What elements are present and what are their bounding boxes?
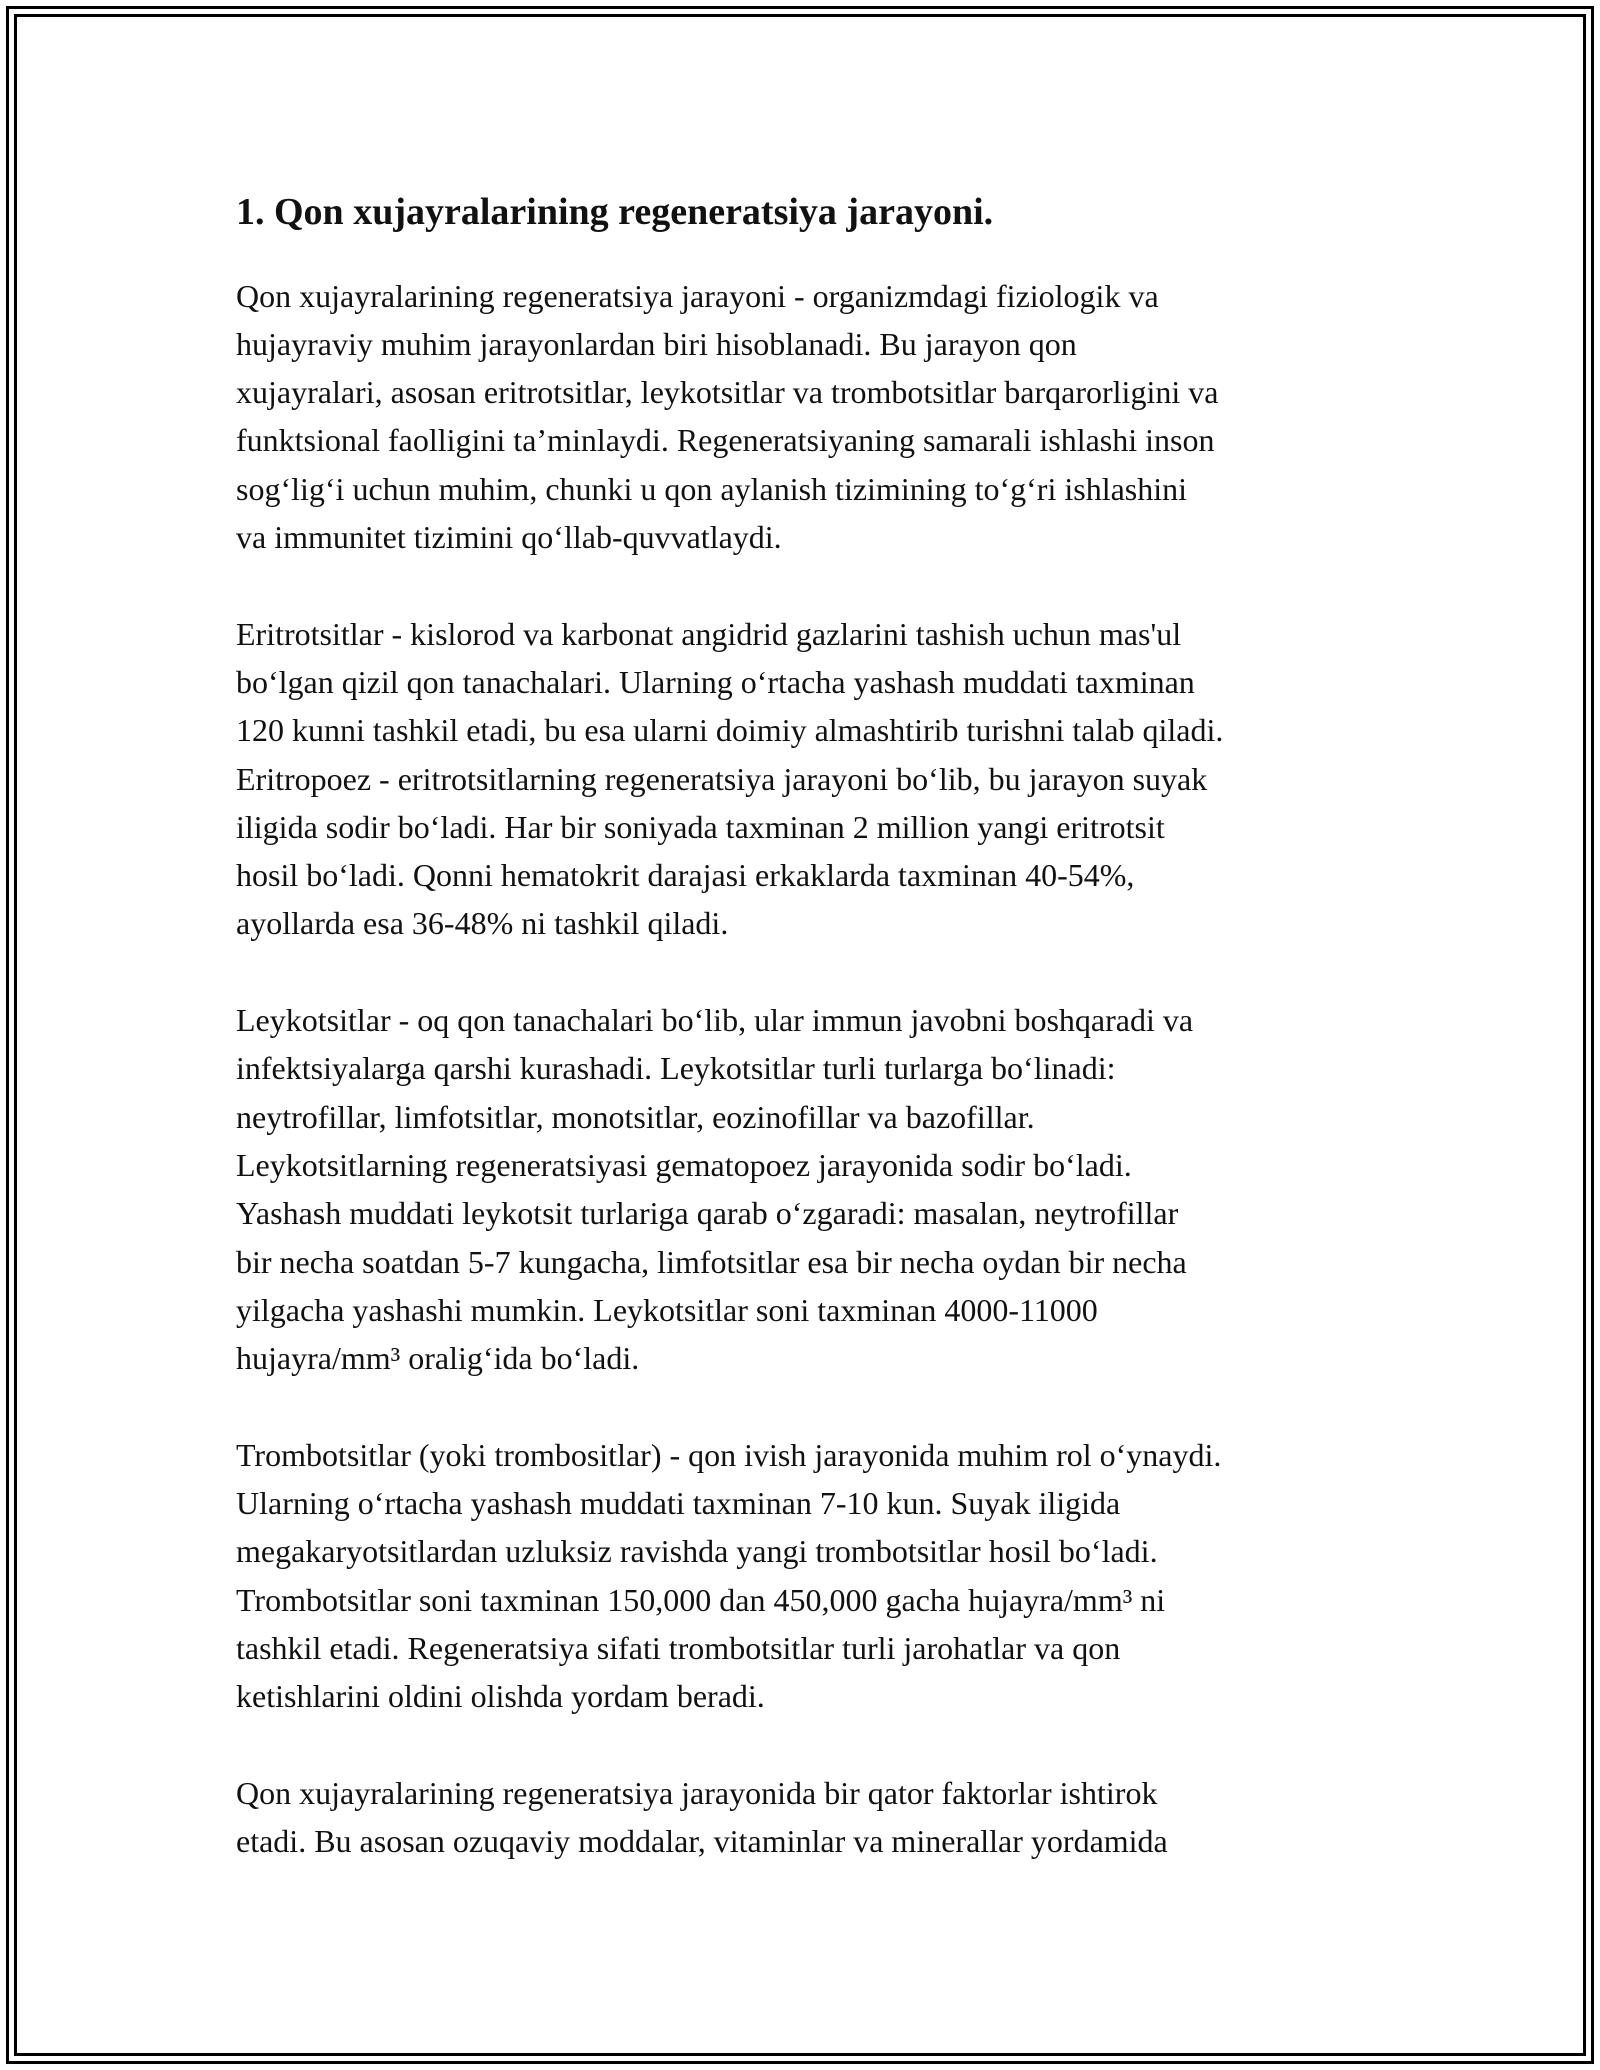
paragraph-eritrotsitlar: Eritrotsitlar - kislorod va karbonat angidrid gazlarini tashish uchun mas'ul bo‘lgan qizil qon tanachalari. Ularning o‘rtacha yashash muddati taxminan 120 kunni tashkil etadi, bu esa ularni doimiy almashtirib turishni talab qiladi. Eritropoez - eritrotsitlarning regeneratsiya jarayoni bo‘lib, bu jarayon suyak iligida sodir bo‘ladi. Har bir soniyada taxminan 2 million yangi eritrotsit hosil bo‘ladi. Qonni hematokrit darajasi erkaklarda taxminan 40-54%, ayollarda esa 36-48% ni tashkil qiladi.	[236, 615, 1224, 942]
paragraph-leykotsitlar: Leykotsitlar - oq qon tanachalari bo‘lib, ular immun javobni boshqaradi va infektsiyalarga qarshi kurashadi. Leykotsitlar turli turlarga bo‘linadi: neytrofillar, limfotsitlar, monotsitlar, eozinofillar va bazofillar. Leykotsitlarning regeneratsiyasi gematopoez jarayonida sodir bo‘ladi. Yashash muddati leykotsit turlariga qarab o‘zgaradi: masalan, neytrofillar bir necha soatdan 5-7 kungacha, limfotsitlar esa bir necha oydan bir necha yilgacha yashashi mumkin. Leykotsitlar soni taxminan 4000-11000 hujayra/mm³ oralig‘ida bo‘ladi.	[236, 1002, 1194, 1377]
document-body	[236, 190, 1386, 1914]
paragraph-trombotsitlar: Trombotsitlar (yoki trombositlar) - qon ivish jarayonida muhim rol o‘ynaydi. Ularning o‘rtacha yashash muddati taxminan 7-10 kun. Suyak iligida megakaryotsitlardan uzluksiz ravishda yangi trombotsitlar hosil bo‘ladi. Trombotsitlar soni taxminan 150,000 dan 450,000 gacha hujayra/mm³ ni tashkil etadi. Regeneratsiya sifati trombotsitlar turli jarohatlar va qon ketishlarini oldini olishda yordam beradi.	[236, 1436, 1222, 1715]
paragraph-intro: Qon xujayralarining regeneratsiya jarayoni - organizmdagi fiziologik va hujayraviy muhim jarayonlardan biri hisoblanadi. Bu jarayon qon xujayralari, asosan eritrotsitlar, leykotsitlar va trombotsitlar barqarorligini va funktsional faolligini ta’minlaydi. Regeneratsiyaning samarali ishlashi inson sog‘lig‘i uchun muhim, chunki u qon aylanish tizimining to‘g‘ri ishlashini va immunitet tizimini qo‘llab-quvvatlaydi.	[236, 277, 1219, 556]
paragraph-faktorlar: Qon xujayralarining regeneratsiya jarayonida bir qator faktorlar ishtirok etadi. Bu asosan ozuqaviy moddalar, vitaminlar va minerallar yordamida	[236, 1774, 1168, 1860]
document-title: 1. Qon xujayralarining regeneratsiya jarayoni.	[236, 191, 994, 233]
